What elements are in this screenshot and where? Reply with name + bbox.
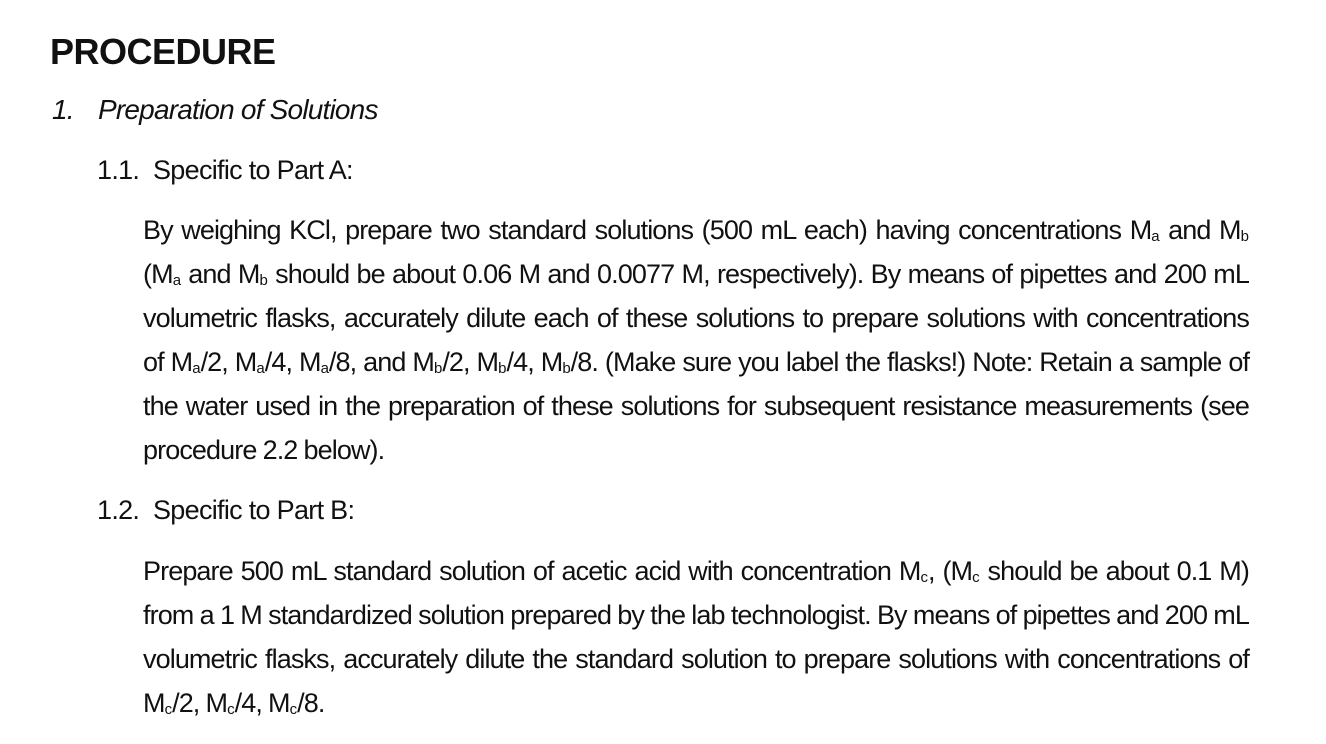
subscript-a: a <box>172 272 182 289</box>
procedure-heading: PROCEDURE <box>50 31 276 72</box>
subscript-b: b <box>1240 228 1249 245</box>
part-a-text: /8. (Make sure you label the flasks!) Note: Retain a sample of the water used in the preparation of these solutions for subsequent resistance measurements (see procedure 2.2 below). <box>143 347 1250 465</box>
part-a-text: and M <box>181 259 260 289</box>
subscript-c: c <box>920 569 928 586</box>
subsection-part-a-number: 1.1. <box>97 155 140 185</box>
subscript-b: b <box>259 272 268 289</box>
subscript-c: c <box>972 569 980 586</box>
part-b-paragraph <box>143 549 1249 725</box>
subscript-c: c <box>289 701 298 718</box>
part-b-text: should be about 0.1 M) from a 1 M standardized solution prepared by the lab technologist. By means of pipettes and 200 mL volumetric flasks, accurately dilute the standard solution to prepare solutions with concentrations of M <box>143 556 1249 718</box>
subscript-c: c <box>164 701 173 718</box>
part-a-text: and M <box>1159 215 1241 245</box>
part-a-text: /2, M <box>442 347 499 377</box>
subscript-c: c <box>227 701 235 718</box>
part-a-text: /4, M <box>264 347 321 377</box>
subsection-part-b-title: Specific to Part B: <box>153 495 355 525</box>
part-b-text: , (M <box>927 556 973 586</box>
part-a-text: By weighing KCl, prepare two standard solutions (500 mL each) having concentrations M <box>143 215 1152 245</box>
part-a-text: (M <box>143 259 173 289</box>
part-b-text: /8. <box>297 688 325 718</box>
subsection-part-b-number: 1.2. <box>97 495 140 525</box>
subscript-b: b <box>433 360 443 377</box>
subsection-part-a-title: Specific to Part A: <box>153 155 353 185</box>
subscript-a: a <box>1151 228 1160 245</box>
subsection-part-b-heading <box>97 492 354 528</box>
subscript-a: a <box>256 360 265 377</box>
section-title <box>52 92 378 128</box>
part-a-text: /4, M <box>506 347 563 377</box>
subsection-part-a-heading <box>97 152 353 188</box>
part-a-paragraph <box>143 208 1249 472</box>
subscript-b: b <box>562 360 571 377</box>
part-b-text: /4, M <box>234 688 290 718</box>
section-number: 1. <box>52 94 74 125</box>
part-a-text: /2, M <box>200 347 257 377</box>
subscript-a: a <box>192 360 201 377</box>
subscript-b: b <box>498 360 507 377</box>
part-b-text: /2, M <box>172 688 228 718</box>
part-a-text: /8, and M <box>328 347 434 377</box>
part-b-text: Prepare 500 mL standard solution of acetic acid with concentration M <box>143 556 921 586</box>
section-title-text: Preparation of Solutions <box>98 94 378 125</box>
part-a-text: should be about 0.06 M and 0.0077 M, respectively). By means of pipettes and 200 mL volumetric flasks, accurately dilute each of these solutions to prepare solutions with concentrations of M <box>143 259 1249 377</box>
subscript-a: a <box>320 360 329 377</box>
